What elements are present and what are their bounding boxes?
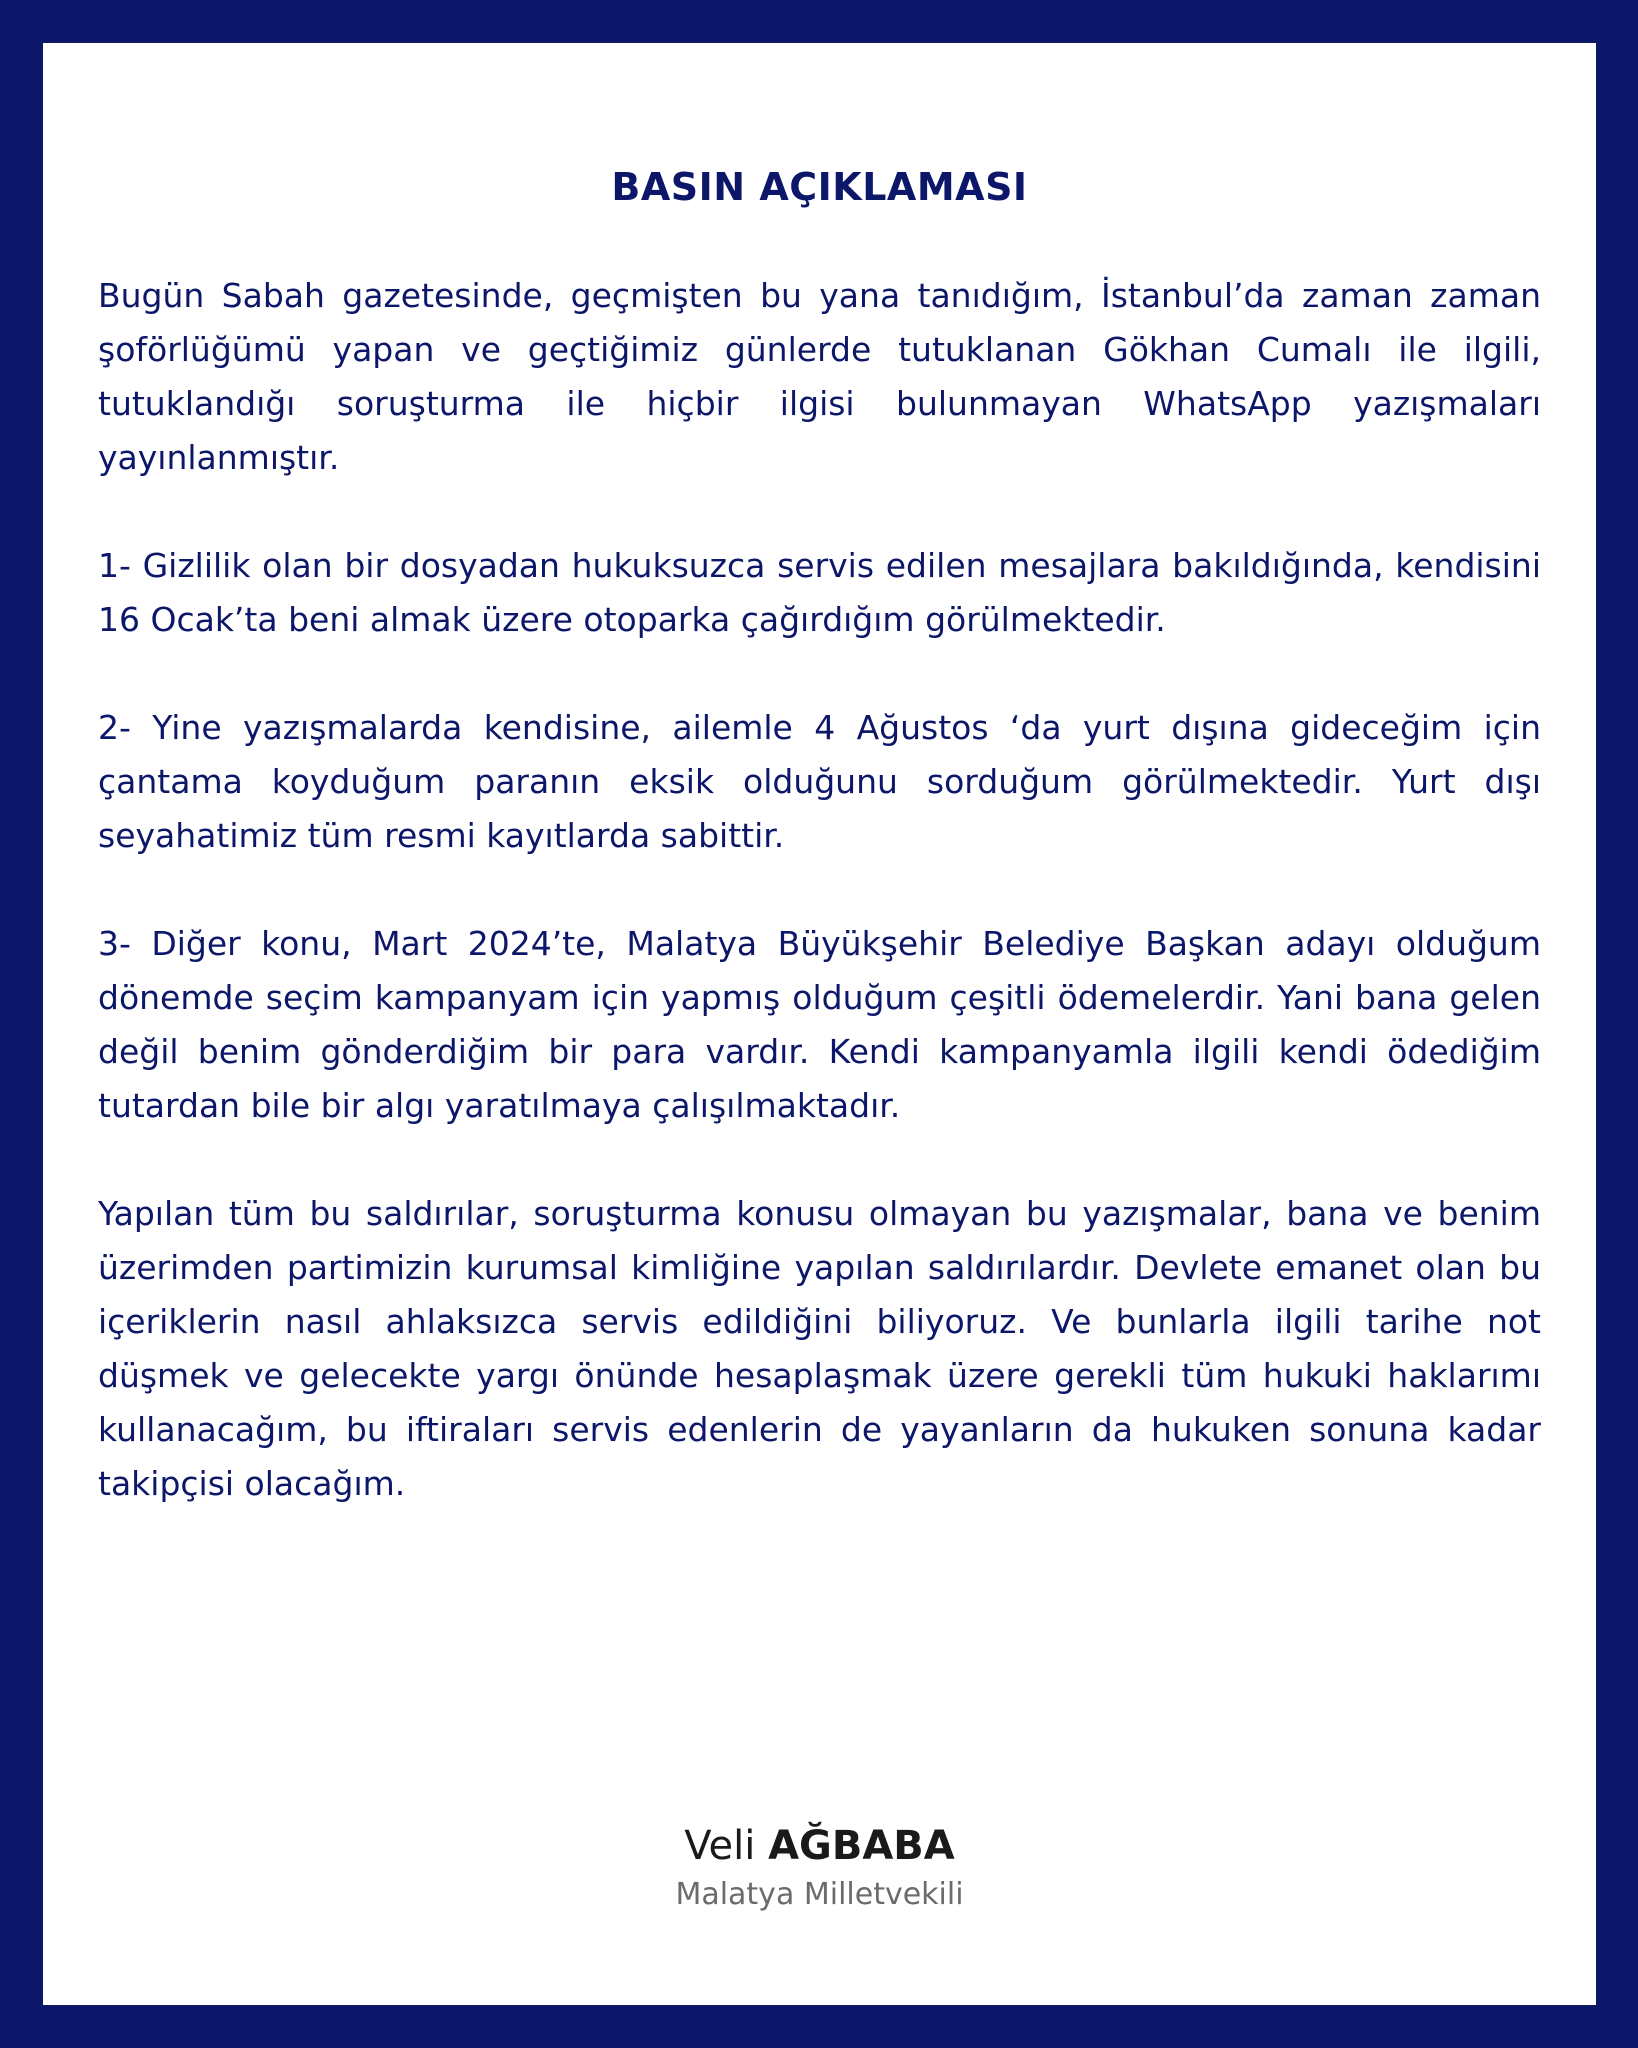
signature-block [43, 1821, 1596, 1915]
paragraph-item-1: 1- Gizlilik olan bir dosyadan hukuksuzca servis edilen mesajlara bakıldığında, kendisini 16 Ocak’ta beni almak üzere otoparka çağırdığım görülmektedir. [98, 546, 1541, 639]
press-release-page [43, 43, 1596, 2005]
paragraph-item-2: 2- Yine yazışmalarda kendisine, ailemle 4 Ağustos ‘da yurt dışına gideceğim için çantama koyduğum paranın eksik olduğunu sorduğum görülmektedir. Yurt dışı seyahatimiz tüm resmi kayıtlarda sabittir. [98, 708, 1541, 855]
paragraph-item-3: 3- Diğer konu, Mart 2024’te, Malatya Büyükşehir Belediye Başkan adayı olduğum dönemde seçim kampanyam için yapmış olduğum çeşitli ödemelerdir. Yani bana gelen değil benim gönderdiğim bir para vardır. Kendi kampanyamla ilgili kendi ödediğim tutardan bile bir algı yaratılmaya çalışılmaktadır. [98, 924, 1541, 1125]
signatory-first-name: Veli [684, 1823, 756, 1869]
paragraph-intro: Bugün Sabah gazetesinde, geçmişten bu yana tanıdığım, İstanbul’da zaman zaman şoförlüğümü yapan ve geçtiğimiz günlerde tutuklanan Gökhan Cumalı ile ilgili, tutuklandığı soruşturma ile hiçbir ilgisi bulunmayan WhatsApp yazışmaları yayınlanmıştır. [98, 276, 1541, 477]
paragraph-conclusion: Yapılan tüm bu saldırılar, soruşturma konusu olmayan bu yazışmalar, bana ve benim üzerimden partimizin kurumsal kimliğine yapılan saldırılardır. Devlete emanet olan bu içeriklerin nasıl ahlaksızca servis edildiğini biliyoruz. Ve bunlarla ilgili tarihe not düşmek ve gelecekte yargı önünde hesaplaşmak üzere gerekli tüm hukuki haklarımı kullanacağım, bu iftiraları servis edenlerin de yayanların da hukuken sonuna kadar takipçisi olacağım. [98, 1194, 1541, 1503]
signatory-role: Malatya Milletvekili [675, 1877, 964, 1912]
signatory-name [43, 1821, 1596, 1871]
document-body [98, 269, 1541, 1565]
document-title: BASIN AÇIKLAMASI [611, 165, 1028, 209]
signatory-last-name: AĞBABA [768, 1823, 955, 1869]
